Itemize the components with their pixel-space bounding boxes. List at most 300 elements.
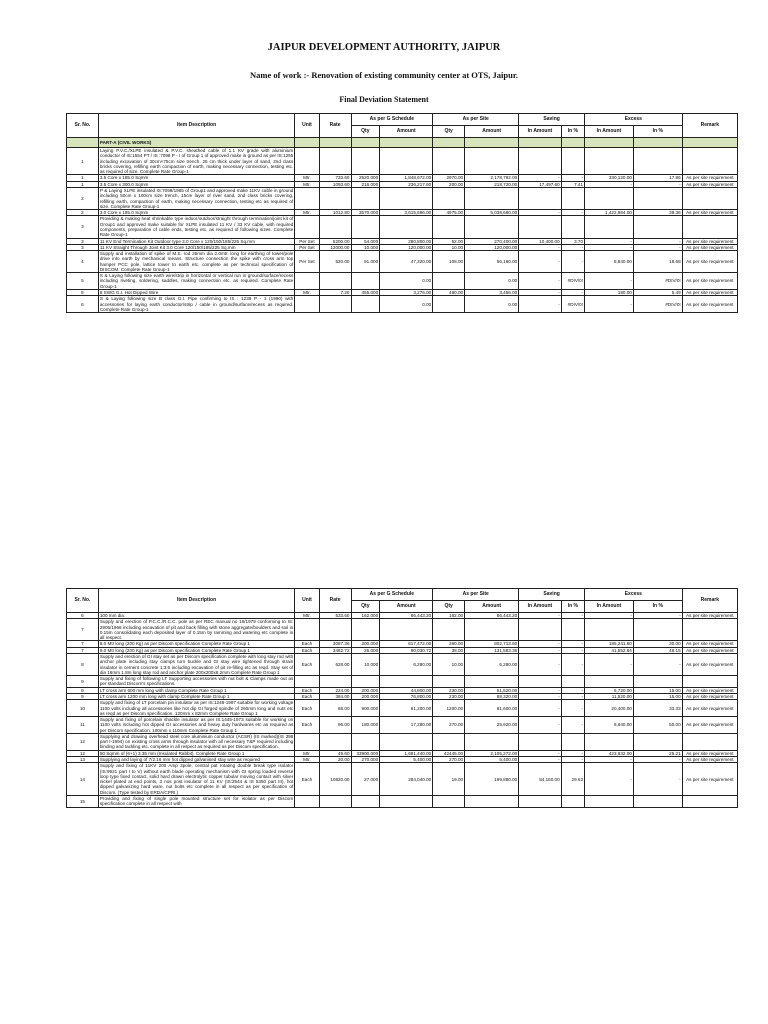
header-in-pct: In % — [561, 601, 584, 613]
cell-schedule-qty: 33900.000 — [351, 750, 380, 756]
cell-schedule-amount: 1,848,672.00 — [380, 175, 433, 181]
cell-site-amount — [465, 619, 519, 641]
cell-site-amount: 802,713.60 — [465, 641, 519, 647]
cell-saving-amount: - — [519, 700, 561, 717]
cell-saving-pct: - — [561, 290, 584, 296]
cell-remark: As per site requirement — [682, 290, 737, 296]
cell-site-qty — [433, 796, 465, 808]
cell-description: 3.0 Core x 185.0 Sqmm — [98, 210, 294, 216]
cell-saving-amount: - — [519, 175, 561, 181]
cell-excess-amount: 11,520.00 — [585, 693, 634, 699]
cell-site-qty — [433, 273, 465, 290]
work-name: Name of work :- Renovation of existing community center at OTS, Jaipur. — [250, 70, 518, 80]
cell-unit: Each — [295, 700, 319, 717]
cell-rate: 3087.36 — [319, 641, 351, 647]
table-row — [67, 187, 738, 209]
cell-schedule-amount — [380, 619, 433, 641]
cell-site-qty: 42445.00 — [433, 750, 465, 756]
cell-remark: As per site requirement — [682, 210, 737, 216]
cell-site-amount: 2,105,272.00 — [465, 750, 519, 756]
cell-srno: 12 — [67, 750, 99, 756]
cell-unit — [295, 273, 319, 290]
table-row — [67, 619, 738, 641]
cell-saving-pct: - — [561, 687, 584, 693]
cell-excess-pct — [633, 148, 682, 175]
cell-excess-amount — [585, 676, 634, 688]
cell-site-amount — [465, 148, 519, 175]
cell-schedule-amount: 617,472.00 — [380, 641, 433, 647]
cell-schedule-amount — [380, 148, 433, 175]
header-srno: Sr. No. — [67, 589, 99, 613]
cell-schedule-amount: 47,320.00 — [380, 251, 433, 273]
cell-remark — [682, 148, 737, 175]
cell-schedule-qty — [351, 296, 380, 313]
header-remark: Remark — [682, 114, 737, 138]
cell-excess-pct: 5.49 — [633, 290, 682, 296]
cell-schedule-qty — [351, 733, 380, 750]
cell-excess-pct: #DIV/0! — [633, 273, 682, 290]
deviation-table-1 — [66, 113, 738, 313]
cell-site-qty — [433, 296, 465, 313]
cell-site-amount: 88,320.00 — [465, 693, 519, 699]
cell-rate — [319, 676, 351, 688]
table-row — [67, 733, 738, 750]
cell-saving-pct: - — [561, 647, 584, 653]
cell-srno: 1 — [67, 181, 99, 187]
cell-saving-pct — [561, 216, 584, 238]
cell-saving-amount: - — [519, 687, 561, 693]
cell-saving-amount: - — [519, 653, 561, 675]
cell-schedule-amount: 6,280.00 — [380, 653, 433, 675]
cell-excess-pct — [633, 187, 682, 209]
cell-site-qty: 10.00 — [433, 653, 465, 675]
header-qty: Qty — [351, 126, 380, 138]
header-in-pct: In % — [633, 126, 682, 138]
cell-saving-amount: - — [519, 757, 561, 763]
cell-srno: 6 — [67, 613, 99, 619]
table-row — [67, 763, 738, 796]
cell-remark: As per site requirement — [682, 641, 737, 647]
header-rate: Rate — [319, 589, 351, 613]
table-2-body — [67, 613, 738, 808]
cell-schedule-qty — [351, 187, 380, 209]
cell-schedule-qty: 10.000 — [351, 244, 380, 250]
table-row — [67, 296, 738, 313]
cell-schedule-qty: 200.000 — [351, 693, 380, 699]
cell-saving-amount: - — [519, 613, 561, 619]
cell-rate: 384.00 — [319, 693, 351, 699]
cell-site-amount: 81,600.00 — [465, 700, 519, 717]
cell-srno: 7 — [67, 647, 99, 653]
cell-excess-pct: - — [633, 238, 682, 244]
cell-site-qty: 108.00 — [433, 251, 465, 273]
cell-unit: Each — [295, 647, 319, 653]
header-item: Item Description — [98, 114, 294, 138]
cell-rate: 12000.00 — [319, 244, 351, 250]
cell-description: LT cross arm 600 mm long with clamp Complete Rate Group 1 — [98, 687, 294, 693]
cell-schedule-amount: 284,040.00 — [380, 763, 433, 796]
cell-excess-amount: - — [585, 238, 634, 244]
cell-site-qty: 19.00 — [433, 763, 465, 796]
cell-schedule-amount: 0.00 — [380, 296, 433, 313]
cell-excess-pct: 30.00 — [633, 641, 682, 647]
cell-excess-pct: - — [633, 763, 682, 796]
cell-site-amount: 120,000.00 — [465, 244, 519, 250]
cell-rate: 3462.72 — [319, 647, 351, 653]
cell-srno: 8 — [67, 653, 99, 675]
cell-excess-pct: - — [633, 757, 682, 763]
cell-description: 9.0 Mtr long (200 Kg) as per Discom specification Complete Rate Group 1 — [98, 647, 294, 653]
cell-rate: 520.00 — [319, 251, 351, 273]
cell-site-qty: 1200.00 — [433, 700, 465, 717]
cell-site-amount: 131,583.36 — [465, 647, 519, 653]
cell-saving-amount — [519, 148, 561, 175]
cell-saving-pct: - — [561, 693, 584, 699]
cell-description: LT cross arm 1200 mm long with clamp Complete Rate Group 1 — [98, 693, 294, 699]
header-amount: Amount — [465, 126, 519, 138]
cell-description: Laying P.V.C./XLPE insulated & P.V.C. sheathed cable of 1.1 KV grade with aluminium conductor of IS:1554 PT / IS :7098 P - I of Group 1 of approved make in ground as per IS:1255 including excavation of 30cm×75cm size trench. 25 cm thick under layer of sand, 2nd class bricks covering, refilling earth compaction of earth, making necessary connection, testing etc. as required of size. Complete Rate Group-1 — [99, 148, 294, 175]
cell-srno: 13 — [67, 757, 99, 763]
cell-srno: 3 — [67, 238, 99, 244]
cell-site-qty — [433, 619, 465, 641]
cell-saving-amount — [519, 619, 561, 641]
cell-srno: 6 — [67, 296, 99, 313]
cell-unit: Mtr. — [295, 613, 319, 619]
cell-saving-pct — [561, 187, 584, 209]
cell-rate: 10820.00 — [319, 763, 351, 796]
cell-remark: As per site requirement — [682, 647, 737, 653]
cell-remark: As per site requirement — [682, 693, 737, 699]
cell-rate: 1012.80 — [319, 210, 351, 216]
cell-excess-pct: - — [633, 181, 682, 187]
cell-schedule-amount — [380, 216, 433, 238]
cell-schedule-amount: 280,800.00 — [380, 238, 433, 244]
cell-saving-amount: - — [519, 251, 561, 273]
cell-remark: As per site requirement — [682, 750, 737, 756]
cell-schedule-amount: 236,217.60 — [380, 181, 433, 187]
cell-excess-amount: 185,241.60 — [585, 641, 634, 647]
cell-remark: As per site requirement — [682, 687, 737, 693]
header-saving: Saving — [519, 114, 585, 126]
cell-saving-amount — [519, 187, 561, 209]
cell-remark: As per site requirement — [682, 763, 737, 796]
statement-title: Final Deviation Statement — [339, 95, 429, 104]
cell-saving-pct — [561, 796, 584, 808]
cell-saving-pct: #DIV/0! — [561, 273, 584, 290]
cell-saving-amount — [519, 216, 561, 238]
cell-remark: As per site requirement — [682, 181, 737, 187]
cell-description: 11 KV Straight Through Joint Kit 3.0 Core 120/150/185/225 Sq.mm — [98, 244, 294, 250]
cell-saving-amount: - — [519, 647, 561, 653]
header-in-amount: In Amount — [585, 601, 634, 613]
header-excess: Excess — [585, 114, 683, 126]
cell-rate — [319, 148, 351, 175]
cell-site-qty — [433, 187, 465, 209]
cell-excess-amount — [585, 619, 634, 641]
cell-saving-amount: - — [519, 296, 561, 313]
cell-schedule-amount: 1,681,440.00 — [380, 750, 433, 756]
cell-saving-amount: - — [519, 717, 561, 734]
cell-schedule-qty — [351, 619, 380, 641]
cell-unit — [295, 216, 319, 238]
cell-schedule-amount: 44,800.00 — [380, 687, 433, 693]
cell-site-qty — [433, 676, 465, 688]
cell-site-qty: 200.00 — [433, 181, 465, 187]
cell-rate: 1093.60 — [319, 181, 351, 187]
cell-site-qty — [433, 733, 465, 750]
cell-srno: 5 — [67, 273, 99, 290]
cell-description: 8.0 Mtr long (200 Kg) as per Discom specification Complete Rate Group 1 — [98, 641, 294, 647]
cell-schedule-amount: 0.00 — [380, 273, 433, 290]
cell-unit: Per Set — [295, 238, 319, 244]
cell-rate: 628.00 — [319, 653, 351, 675]
cell-srno: 11 — [67, 717, 99, 734]
cell-unit: Each — [295, 641, 319, 647]
cell-unit: Each — [295, 687, 319, 693]
cell-schedule-amount: 61,200.00 — [380, 700, 433, 717]
cell-excess-amount: - — [585, 613, 634, 619]
cell-description: Supply and erection of GI stay set as per Discom specification complete with long stay rod with anchor plate including stay clamps turn buckle and GI stay wire tightened through strain insulator in cement concrete 1:3:6 including excavation of pit re-filling etc as reqd. Stay set of dia 16mm 1.8m long stay rod and anchor plate 200x200x6.2mm Complete Rate Group 1 — [99, 653, 294, 675]
cell-unit: Mtr. — [295, 210, 319, 216]
cell-saving-pct: 7.41 — [561, 181, 584, 187]
cell-excess-amount — [585, 796, 634, 808]
cell-saving-pct: #DIV/0! — [561, 296, 584, 313]
header-rate: Rate — [319, 114, 351, 138]
cell-rate: 5200.00 — [319, 238, 351, 244]
cell-excess-pct: #DIV/0! — [633, 296, 682, 313]
header-in-amount: In Amount — [519, 126, 561, 138]
cell-unit: Per Set — [295, 251, 319, 273]
cell-saving-pct — [561, 733, 584, 750]
table-row — [67, 216, 738, 238]
cell-rate — [319, 296, 351, 313]
cell-schedule-qty: 91.000 — [351, 251, 380, 273]
cell-rate: 49.60 — [319, 750, 351, 756]
header-unit: Unit — [295, 114, 319, 138]
cell-excess-pct: 25.21 — [633, 750, 682, 756]
header-unit: Unit — [295, 589, 319, 613]
cell-schedule-qty — [351, 216, 380, 238]
cell-saving-amount: - — [519, 750, 561, 756]
cell-description: Supply and erection of P.C.C./R.C.C. pole as per REC manual no 16/1979 conforming to IS: 2905/1966 including excavation of pit and back filling with stone aggregate/boulders and soil in 0.15m consolidating each deposited layer of 0.15m by ramming and watering etc complete in all respect. — [99, 619, 294, 641]
section-label: PART-A (CIVIL WORKS) — [98, 138, 294, 148]
cell-rate — [319, 796, 351, 808]
cell-schedule-qty: 54.000 — [351, 238, 380, 244]
cell-saving-pct — [561, 148, 584, 175]
cell-excess-pct: - — [633, 244, 682, 250]
cell-excess-amount: - — [585, 273, 634, 290]
table-row — [67, 273, 738, 290]
cell-excess-pct — [633, 216, 682, 238]
cell-schedule-qty: 180.000 — [351, 717, 380, 734]
cell-schedule-amount: 86,443.20 — [380, 613, 433, 619]
cell-unit — [295, 619, 319, 641]
cell-remark — [682, 796, 737, 808]
cell-saving-pct: - — [561, 641, 584, 647]
cell-saving-pct: - — [561, 700, 584, 717]
cell-schedule-qty — [351, 796, 380, 808]
header-remark: Remark — [682, 589, 737, 613]
cell-saving-amount: 10,400.00 — [519, 238, 561, 244]
cell-saving-amount: 17,497.60 — [519, 181, 561, 187]
cell-site-qty: 162.00 — [433, 613, 465, 619]
cell-unit: Each — [295, 717, 319, 734]
cell-schedule-amount — [380, 796, 433, 808]
cell-saving-amount — [519, 676, 561, 688]
cell-excess-amount: - — [585, 653, 634, 675]
cell-site-qty: 260.00 — [433, 641, 465, 647]
table-row — [67, 148, 738, 175]
cell-excess-amount — [585, 216, 634, 238]
cell-schedule-qty — [351, 148, 380, 175]
cell-excess-amount: 330,120.00 — [585, 175, 634, 181]
cell-srno: 1 — [67, 148, 99, 175]
cell-unit — [295, 187, 319, 209]
cell-saving-pct: - — [561, 653, 584, 675]
cell-excess-amount: 6,720.00 — [585, 687, 634, 693]
cell-schedule-amount: 3,276.00 — [380, 290, 433, 296]
cell-saving-pct: - — [561, 175, 584, 181]
cell-site-qty: 270.00 — [433, 717, 465, 734]
header-site: As per Site — [433, 589, 519, 601]
cell-excess-amount: - — [585, 296, 634, 313]
cell-description: Supply and fixing of LT porcelain pin insulator as per IS:1248-1997 suitable for working voltage 1100 volts including all accessories like hot dip GI forged spindle of 260mm long and nuts etc as reqd as per Discom specification. 120mm x 82mm Complete Rate Group 1 — [99, 700, 294, 716]
header-qty: Qty — [433, 126, 465, 138]
cell-schedule-amount — [380, 187, 433, 209]
table-1-body — [67, 138, 738, 313]
cell-saving-amount: - — [519, 290, 561, 296]
cell-site-amount — [465, 216, 519, 238]
cell-srno: 2 — [67, 210, 99, 216]
cell-schedule-qty: 270.000 — [351, 757, 380, 763]
cell-saving-pct: - — [561, 757, 584, 763]
cell-unit: Mtr. — [295, 750, 319, 756]
cell-remark — [682, 733, 737, 750]
cell-site-qty — [433, 216, 465, 238]
cell-rate — [319, 733, 351, 750]
cell-description: Supply and fixing of porcelain shackle insulator as per IS:1445-1973 suitable for working on 1100 volts including hot dipped GI accessories and heavy duty hardwares etc as required as per Discom specification. 100mm x 110mm Complete Rate Group 1 — [99, 717, 294, 733]
cell-remark: As per site requirement — [682, 273, 737, 290]
cell-excess-pct: - — [633, 653, 682, 675]
cell-srno: 4 — [67, 251, 99, 273]
cell-site-amount: 86,443.20 — [465, 613, 519, 619]
cell-excess-pct — [633, 796, 682, 808]
cell-rate — [319, 273, 351, 290]
cell-excess-pct: 18.68 — [633, 251, 682, 273]
header-amount: Amount — [380, 601, 433, 613]
cell-description: Providing and fixing of single pole mounted structure set for isolator as per Discom specification complete in all respect with — [99, 796, 294, 807]
cell-saving-pct: - — [561, 244, 584, 250]
cell-unit — [295, 296, 319, 313]
cell-site-amount: 218,720.00 — [465, 181, 519, 187]
cell-site-qty: 270.00 — [433, 757, 465, 763]
cell-excess-amount — [585, 148, 634, 175]
cell-excess-amount: 41,552.64 — [585, 647, 634, 653]
cell-excess-pct: 50.00 — [633, 717, 682, 734]
cell-site-amount: 5,400.00 — [465, 757, 519, 763]
cell-excess-amount: 423,832.00 — [585, 750, 634, 756]
cell-srno: 9 — [67, 676, 99, 688]
header-in-pct: In % — [633, 601, 682, 613]
cell-description: S & Laying following size B class G.I. Pipe confirming to IS : 1239 P - 1 (1990) with accessories for laying earth conductor/strip / cable in ground/surface/recess as required. Complete Rate Group-1 — [99, 296, 294, 312]
cell-excess-pct: 33.33 — [633, 700, 682, 717]
cell-srno: 10 — [67, 700, 99, 717]
cell-excess-amount: - — [585, 757, 634, 763]
cell-site-amount — [465, 733, 519, 750]
header-qty: Qty — [433, 601, 465, 613]
cell-site-qty: 38.00 — [433, 647, 465, 653]
header-schedule: As per G Schedule — [351, 589, 433, 601]
cell-excess-amount — [585, 187, 634, 209]
cell-site-amount: 3,456.00 — [465, 290, 519, 296]
cell-excess-pct: 15.00 — [633, 693, 682, 699]
cell-srno: 2 — [67, 187, 99, 209]
cell-schedule-qty: 27.000 — [351, 763, 380, 796]
cell-saving-pct: - — [561, 251, 584, 273]
cell-description: Supplying and drawing overhead steel core aluminium conductor (ACSR) (IS marked)(IS 398 part I-1994) on existing cross arms through insulator with all necessary T&P required including binding and tackling etc. complete in all respect as required as per Discom specification. — [99, 733, 294, 750]
cell-site-amount: 270,400.00 — [465, 238, 519, 244]
cell-excess-pct: 46.15 — [633, 647, 682, 653]
cell-saving-pct — [561, 676, 584, 688]
cell-srno: 3 — [67, 216, 99, 238]
header-qty: Qty — [351, 601, 380, 613]
cell-saving-pct — [561, 619, 584, 641]
cell-rate — [319, 187, 351, 209]
cell-unit: Mtr. — [295, 175, 319, 181]
cell-site-amount: 0.00 — [465, 273, 519, 290]
cell-schedule-amount — [380, 733, 433, 750]
table-row — [67, 700, 738, 717]
cell-saving-amount: - — [519, 244, 561, 250]
cell-excess-pct — [633, 619, 682, 641]
table-row — [67, 251, 738, 273]
cell-site-amount: 199,880.00 — [465, 763, 519, 796]
cell-description: P & Laying XLPE insulated IS:7098/1985 of Group1 and approved make 11KV cable in ground including 50cm x 100cm size trench, 15cm layer of river sand, 2nd class bricks covering, refilling earth, compaction of earth, making necessary connection, testing etc as required of size. Complete Rate Group-1 — [99, 187, 294, 209]
cell-saving-pct: 29.63 — [561, 763, 584, 796]
cell-remark: As per site requirement — [682, 717, 737, 734]
cell-rate: 533.60 — [319, 613, 351, 619]
cell-remark: As per site requirement — [682, 613, 737, 619]
cell-schedule-qty: 900.000 — [351, 700, 380, 717]
cell-schedule-amount — [380, 676, 433, 688]
cell-saving-pct: - — [561, 210, 584, 216]
cell-description: 3.5 Core x 300.0 Sqmm — [98, 181, 294, 187]
cell-description: Supplying and laying of 7/2.16 mm hot dipped galvanised stay wire as required — [98, 757, 294, 763]
cell-srno: 7 — [67, 641, 99, 647]
cell-srno: 5 — [67, 290, 99, 296]
cell-remark: As per site requirement — [682, 244, 737, 250]
cell-remark — [682, 216, 737, 238]
cell-saving-amount — [519, 733, 561, 750]
cell-description: Providing & making heat shrinkable type indoor/outdoor/straight through termination/joint kit of Group1 and approved make suitable for XLPE insulated 11 KV / 33 KV cable, with required components, preparation of cable ends, testing etc. as required of following sizes. Complete Rate Group-1 — [99, 216, 294, 238]
cell-unit — [295, 733, 319, 750]
table-row — [67, 676, 738, 688]
header-in-amount: In Amount — [519, 601, 561, 613]
cell-site-amount — [465, 676, 519, 688]
header-saving: Saving — [519, 589, 585, 601]
cell-srno: 1 — [67, 175, 99, 181]
cell-schedule-qty: 26.000 — [351, 647, 380, 653]
cell-schedule-qty: 162.000 — [351, 613, 380, 619]
cell-unit — [295, 148, 319, 175]
header-in-amount: In Amount — [585, 126, 634, 138]
cell-saving-pct: - — [561, 613, 584, 619]
cell-excess-pct: 39.36 — [633, 210, 682, 216]
cell-excess-amount: 8,840.00 — [585, 251, 634, 273]
cell-srno: 9 — [67, 687, 99, 693]
cell-site-amount: 25,920.00 — [465, 717, 519, 734]
cell-excess-amount: 20,400.00 — [585, 700, 634, 717]
